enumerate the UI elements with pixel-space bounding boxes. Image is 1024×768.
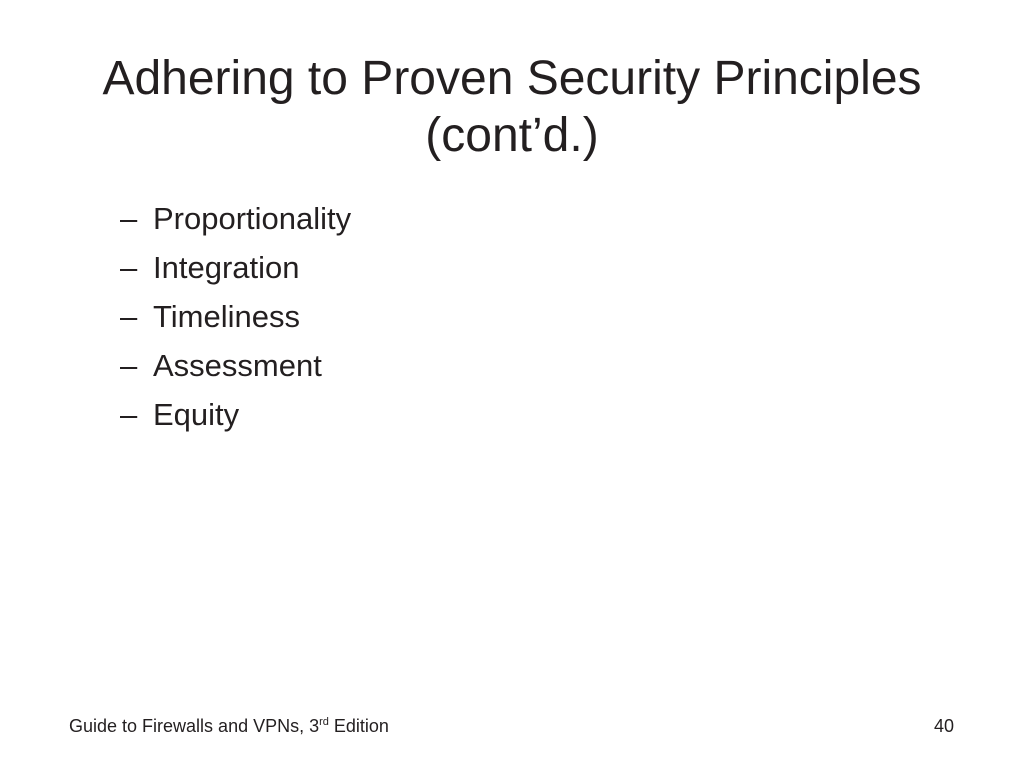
footer-book-title-superscript: rd bbox=[319, 716, 329, 728]
list-item bbox=[120, 341, 351, 390]
bullet-dash: – bbox=[120, 201, 138, 236]
slide-title-line-2: (cont’d.) bbox=[425, 109, 599, 162]
page-number: 40 bbox=[933, 716, 954, 736]
footer-book-title-prefix: Guide to Firewalls and VPNs, 3 bbox=[69, 716, 320, 736]
bullet-text-assessment: Assessment bbox=[153, 348, 322, 383]
bullet-dash: – bbox=[120, 348, 138, 383]
bullet-text-equity: Equity bbox=[153, 397, 240, 432]
footer-book-title-suffix: Edition bbox=[328, 716, 389, 736]
footer-book-title bbox=[69, 715, 389, 737]
list-item bbox=[120, 390, 351, 439]
bullet-text-timeliness: Timeliness bbox=[153, 299, 300, 334]
bullet-text-proportionality: Proportionality bbox=[153, 201, 352, 236]
bullet-dash: – bbox=[120, 397, 138, 432]
bullet-dash: – bbox=[120, 299, 138, 334]
list-item bbox=[120, 292, 351, 341]
bullet-text-integration: Integration bbox=[153, 250, 300, 285]
list-item bbox=[120, 243, 351, 292]
bullet-list bbox=[120, 194, 351, 439]
slide-title-line-1: Adhering to Proven Security Principles bbox=[102, 52, 922, 105]
list-item bbox=[120, 194, 351, 243]
slide-title bbox=[40, 50, 984, 164]
bullet-dash: – bbox=[120, 250, 138, 285]
